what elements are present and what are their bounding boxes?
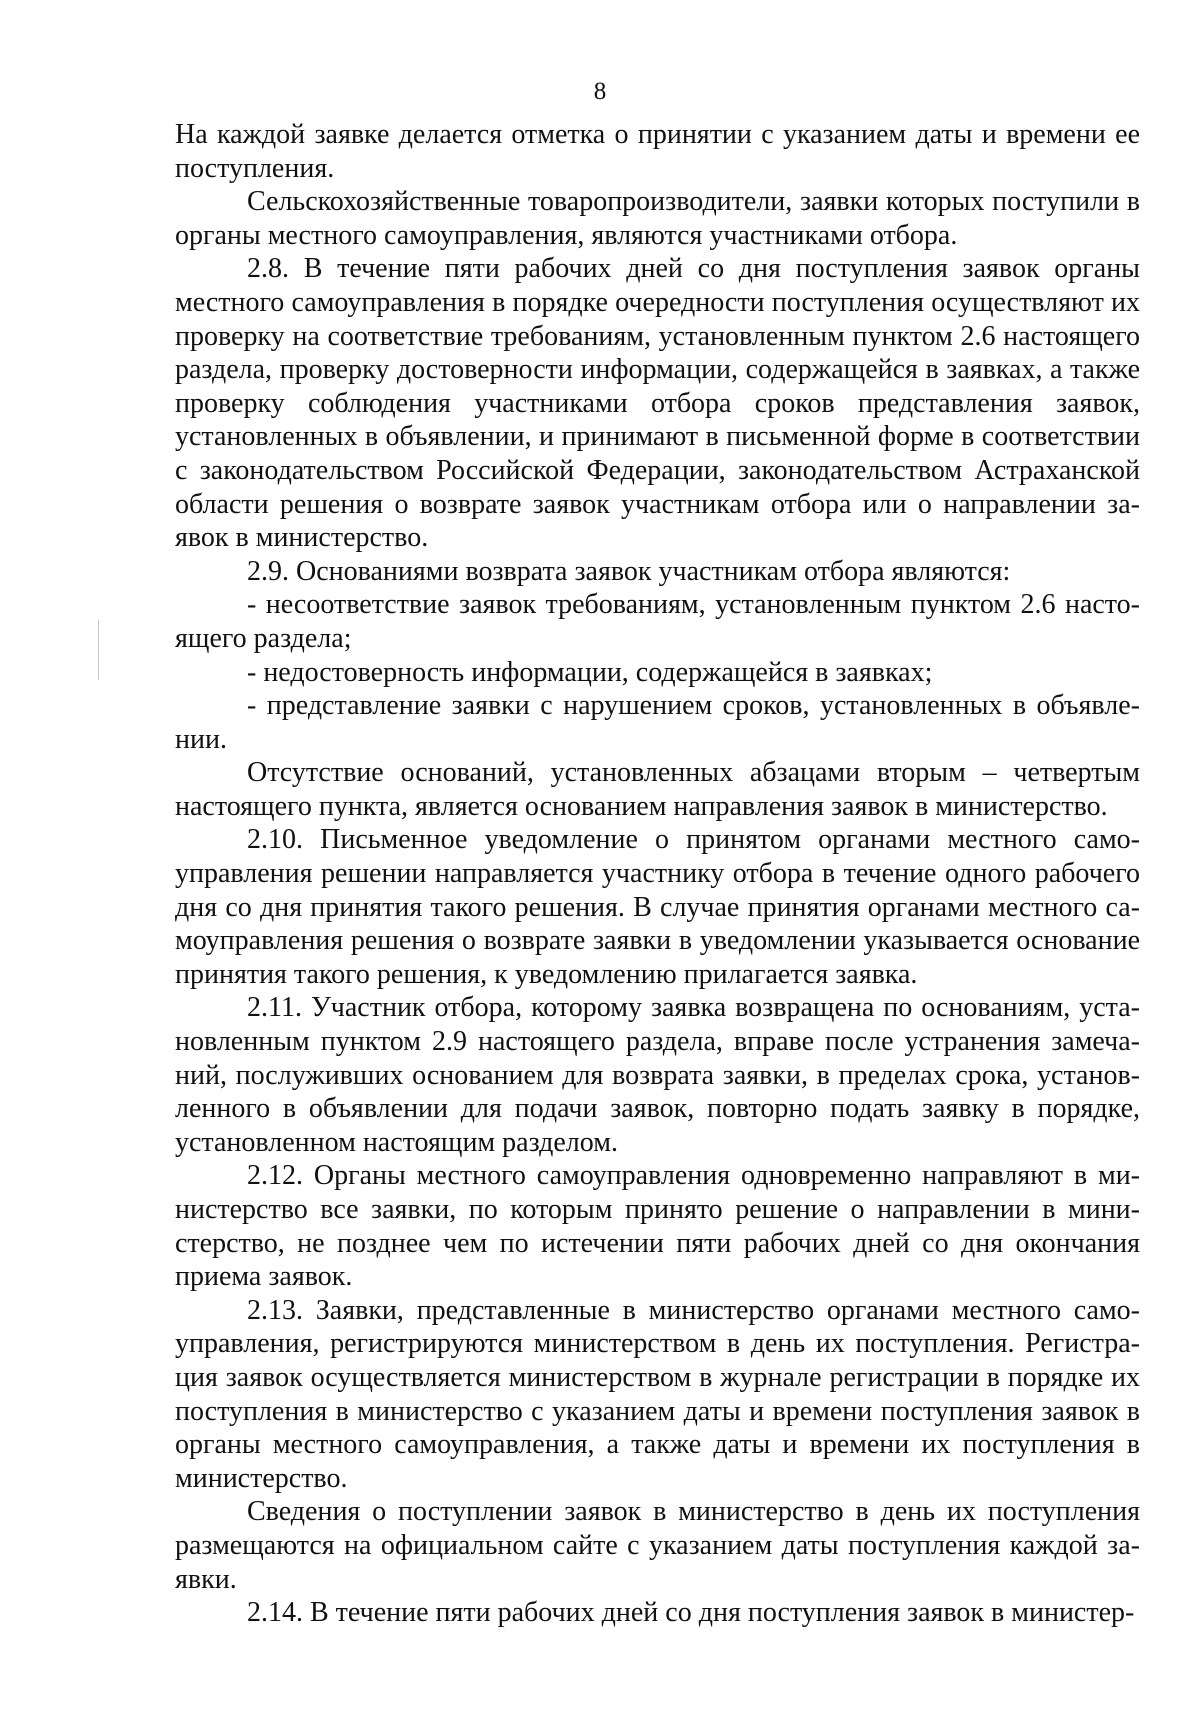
- paragraph-acceptance-mark: На каждой заявке делается отметка о принятии с указанием даты и времени ее поступления.: [175, 119, 1140, 184]
- paragraph-2-10: 2.10. Письменное уведомление о принятом органами местного самоуправления решении направляется участнику отбора в течение одного рабочего дня со дня принятия такого решения. В случае принятия органами местного самоуправления решения о возврате заявки в уведомлении указывается основание принятия такого решения, к уведомлению прилагается заявка.: [175, 824, 1140, 990]
- paragraph-2-13: 2.13. Заявки, представленные в министерство органами местного самоуправления, регистрируются министерством в день их поступления. Регистрация заявок осуществляется министерством в журнале регистрации в порядке их поступления в министерство с указанием даты и времени поступления заявок в органы местного самоуправления, а также даты и времени их поступления в министерство.: [175, 1294, 1140, 1494]
- paragraph-publication: Сведения о поступлении заявок в министерство в день их поступления размещаются на официальном сайте с указанием даты поступления каждой заявки.: [175, 1496, 1140, 1595]
- page-number: 8: [593, 78, 607, 105]
- document-body: [175, 118, 1140, 1630]
- paragraph-2-12: 2.12. Органы местного самоуправления одновременно направляют в министерство все заявки, по которым принято решение о направлении в министерство, не позднее чем по истечении пяти рабочих дней со дня окончания приема заявок.: [175, 1160, 1140, 1293]
- list-item-nonconformity: - несоответствие заявок требованиям, установленным пунктом 2.6 настоящего раздела;: [175, 589, 1140, 654]
- paragraph-absence-of-grounds: Отсутствие оснований, установленных абзацами вторым – четвертым настоящего пункта, является основанием направления заявок в министерство.: [175, 757, 1140, 822]
- paragraph-2-8: 2.8. В течение пяти рабочих дней со дня поступления заявок органы местного самоуправления в порядке очередности поступления осуществляют их проверку на соответствие требованиям, установленным пунктом 2.6 настоящего раздела, проверку достоверности информации, содержащейся в заявках, а также проверку соблюдения участниками отбора сроков представления заявок, установленных в объявлении, и принимают в письменной форме в соответствии с законодательством Российской Федерации, законодательством Астраханской области решения о возврате заявок участникам отбора или о направлении заявок в министерство.: [175, 253, 1140, 554]
- list-item-unreliability: - недостоверность информации, содержащейся в заявках;: [247, 656, 933, 688]
- paragraph-2-9: 2.9. Основаниями возврата заявок участникам отбора являются:: [247, 555, 1011, 587]
- list-item-deadline-violation: - представление заявки с нарушением сроков, установленных в объявлении.: [175, 690, 1140, 755]
- paragraph-2-11: 2.11. Участник отбора, которому заявка возвращена по основаниям, установленным пунктом 2.9 настоящего раздела, вправе после устранения замечаний, послуживших основанием для возврата заявки, в пределах срока, установленного в объявлении для подачи заявок, повторно подать заявку в порядке, установленном настоящим разделом.: [175, 992, 1140, 1158]
- paragraph-participants: Сельскохозяйственные товаропроизводители, заявки которых поступили в органы местного самоуправления, являются участниками отбора.: [175, 186, 1140, 251]
- paragraph-2-14: 2.14. В течение пяти рабочих дней со дня поступления заявок в министер-: [247, 1597, 1135, 1629]
- scan-artifact: [98, 620, 99, 680]
